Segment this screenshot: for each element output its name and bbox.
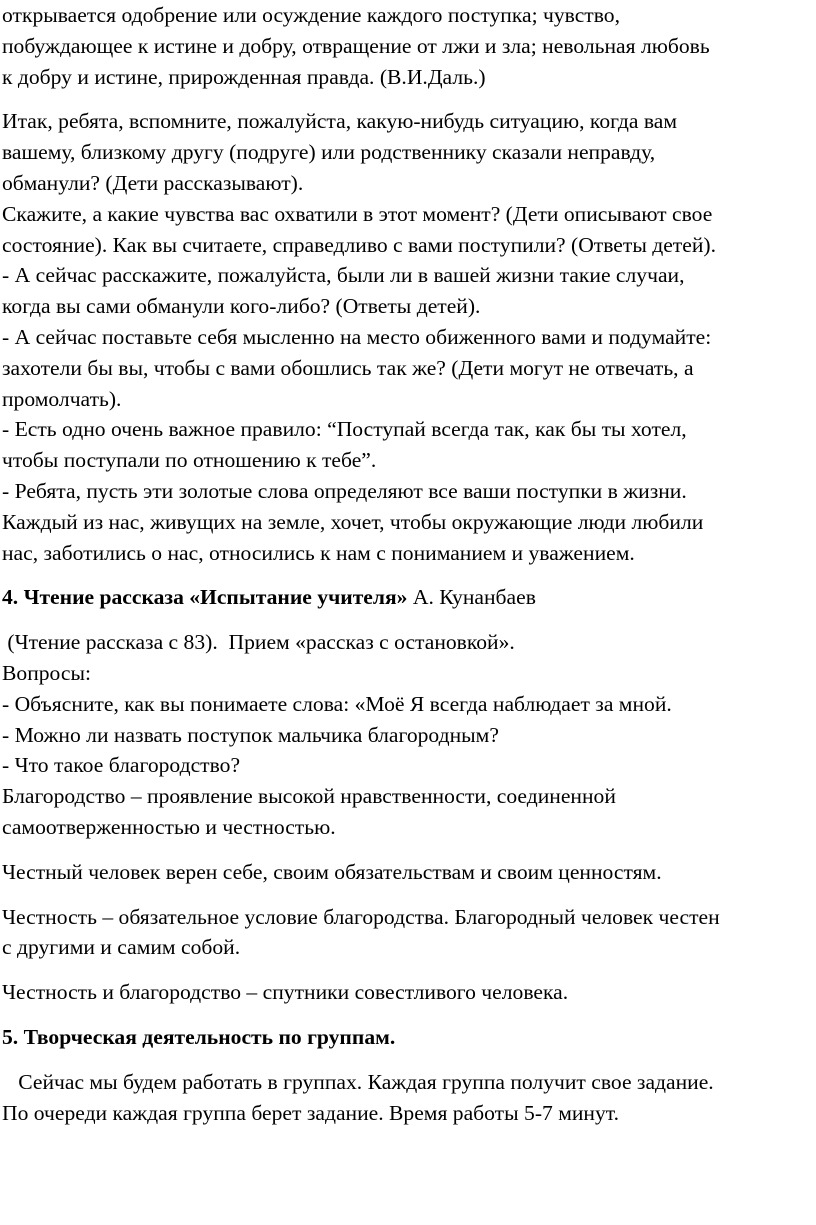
text-line: По очереди каждая группа берет задание. Время работы 5-7 минут. xyxy=(2,1100,619,1125)
intro-paragraph xyxy=(2,0,814,92)
text-line: - Ребята, пусть эти золотые слова определяют все ваши поступки в жизни. xyxy=(2,478,687,503)
group-work-paragraph xyxy=(2,1067,814,1129)
text-line: промолчать). xyxy=(2,386,122,411)
text-line: - Можно ли назвать поступок мальчика благородным? xyxy=(2,722,499,747)
text-line: Сейчас мы будем работать в группах. Каждая группа получит свое задание. xyxy=(2,1069,714,1094)
text-line: - Что такое благородство? xyxy=(2,753,241,778)
section-heading-4 xyxy=(2,582,814,613)
text-line: Вопросы: xyxy=(2,660,91,685)
companions-paragraph xyxy=(2,977,814,1008)
honesty-paragraph xyxy=(2,902,814,964)
text-line: - Есть одно очень важное правило: “Поступай всегда так, как бы ты хотел, xyxy=(2,417,687,442)
text-line: нас, заботились о нас, относились к нам с пониманием и уважением. xyxy=(2,540,635,565)
text-line: Каждый из нас, живущих на земле, хочет, чтобы окружающие люди любили xyxy=(2,509,704,534)
text-line: захотели бы вы, чтобы с вами обошлись так же? (Дети могут не отвечать, а xyxy=(2,355,694,380)
text-line: Итак, ребята, вспомните, пожалуйста, какую-нибудь ситуацию, когда вам xyxy=(2,109,678,134)
text-line: Честность и благородство – спутники совестливого человека. xyxy=(2,980,569,1005)
discussion-paragraph xyxy=(2,106,814,568)
honest-person-paragraph xyxy=(2,857,814,888)
text-line: чтобы поступали по отношению к тебе”. xyxy=(2,448,377,473)
text-line: Честный человек верен себе, своим обязательствам и своим ценностям. xyxy=(2,859,662,884)
document-page xyxy=(2,0,814,1128)
text-line: обманули? (Дети рассказывают). xyxy=(2,170,304,195)
text-line: (Чтение рассказа с 83). Прием «рассказ с остановкой». xyxy=(2,630,515,655)
text-line: побуждающее к истине и добру, отвращение от лжи и зла; невольная любовь xyxy=(2,33,710,58)
text-line: с другими и самим собой. xyxy=(2,935,241,960)
text-line: открывается одобрение или осуждение каждого поступка; чувство, xyxy=(2,3,620,27)
text-line: - Объясните, как вы понимаете слова: «Моё Я всегда наблюдает за мной. xyxy=(2,691,672,716)
section-heading-4-bold: 4. Чтение рассказа «Испытание учителя» xyxy=(2,585,408,610)
text-line: состояние). Как вы считаете, справедливо с вами поступили? (Ответы детей). xyxy=(2,232,716,257)
text-line: вашему, близкому другу (подруге) или родственнику сказали неправду, xyxy=(2,140,656,165)
reading-paragraph xyxy=(2,627,814,843)
text-line: когда вы сами обманули кого-либо? (Ответы детей). xyxy=(2,294,481,319)
text-line: самоотверженностью и честностью. xyxy=(2,814,336,839)
section-heading-4-author: А. Кунанбаев xyxy=(407,585,536,610)
text-line: Честность – обязательное условие благородства. Благородный человек честен xyxy=(2,904,720,929)
text-line: к добру и истине, прирожденная правда. (В.И.Даль.) xyxy=(2,64,486,89)
section-heading-5-bold: 5. Творческая деятельность по группам. xyxy=(2,1024,396,1049)
text-line: Благородство – проявление высокой нравственности, соединенной xyxy=(2,784,616,809)
text-line: Скажите, а какие чувства вас охватили в этот момент? (Дети описывают свое xyxy=(2,201,713,226)
section-heading-5 xyxy=(2,1022,814,1053)
text-line: - А сейчас расскажите, пожалуйста, были ли в вашей жизни такие случаи, xyxy=(2,263,685,288)
text-line: - А сейчас поставьте себя мысленно на место обиженного вами и подумайте: xyxy=(2,324,712,349)
